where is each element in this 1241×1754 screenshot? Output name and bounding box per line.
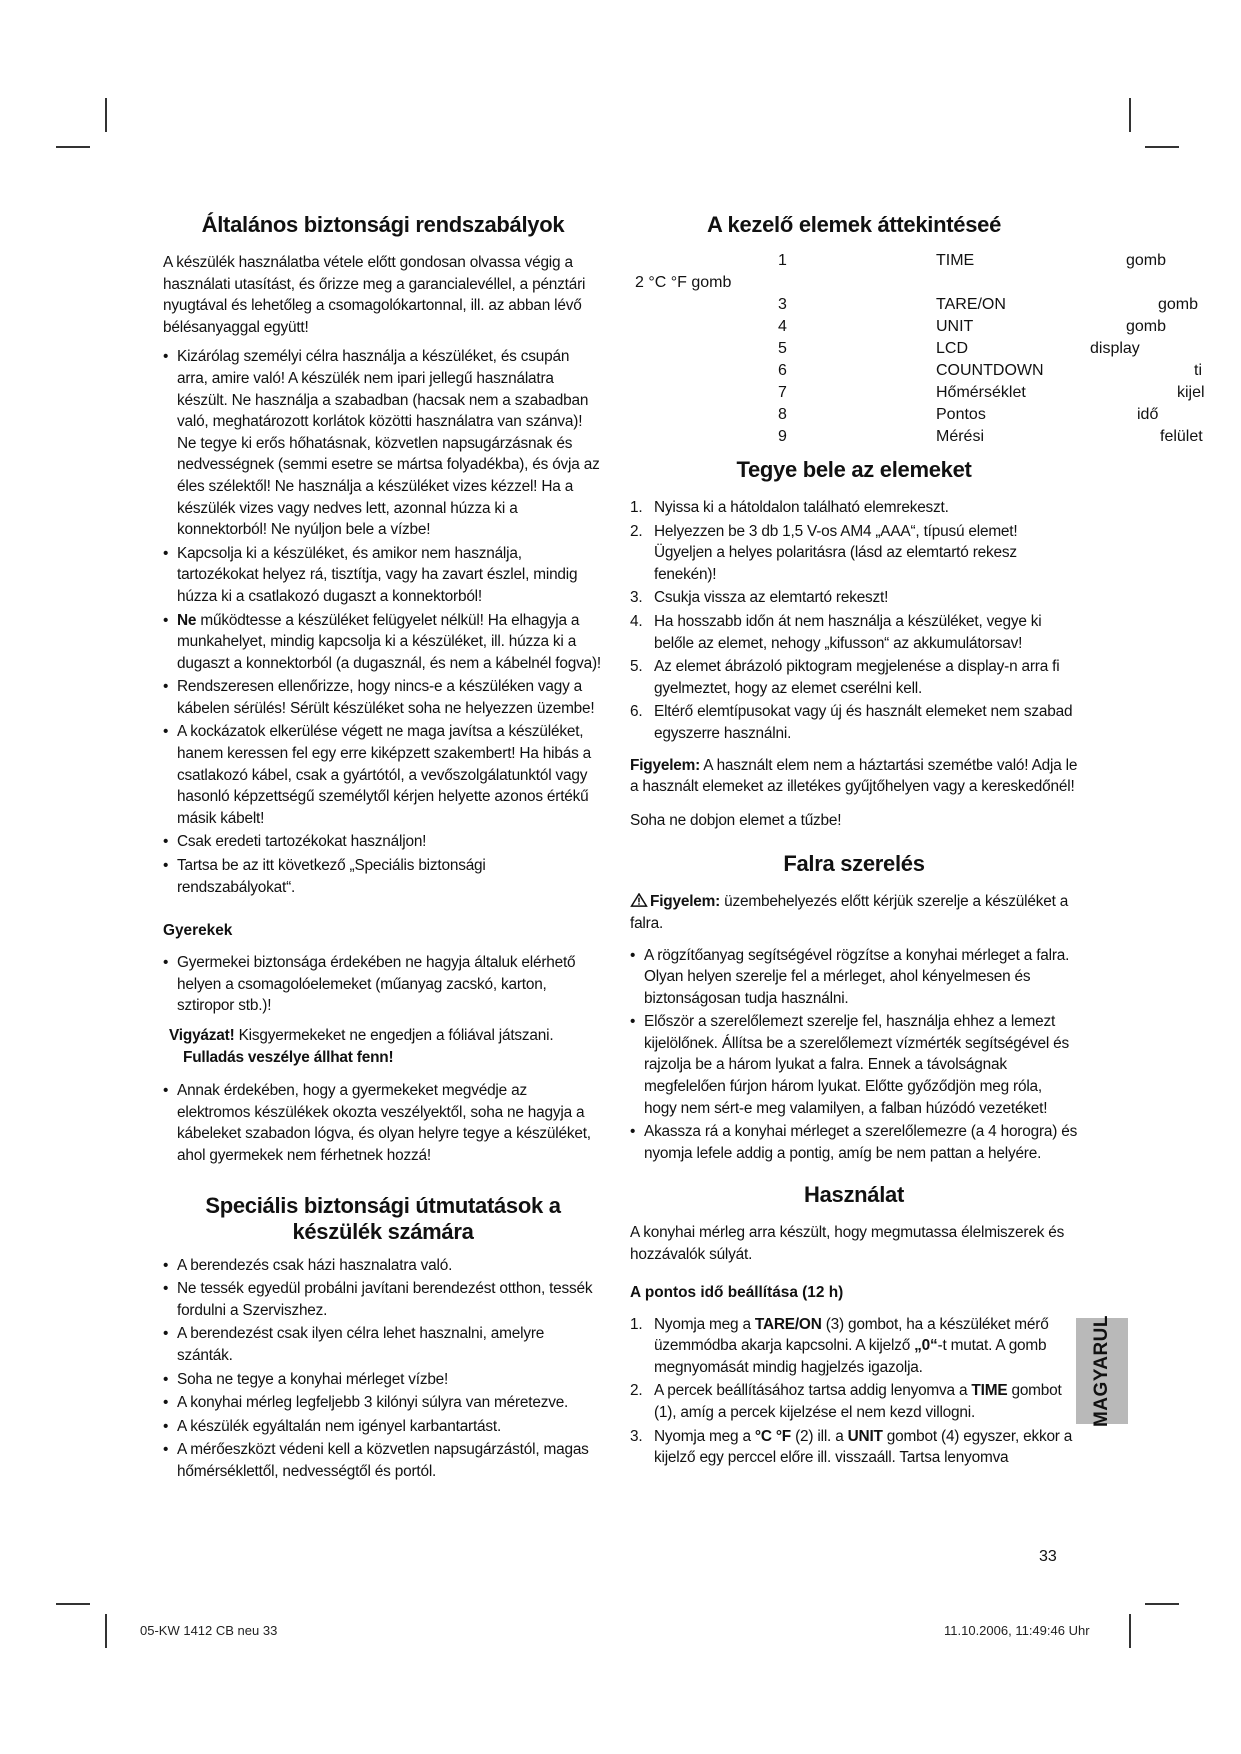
control-number: 5	[778, 340, 787, 357]
emphasis-ne: Ne	[177, 611, 197, 629]
children-list-2	[163, 1080, 603, 1166]
general-safety-title: Általános biztonsági rendszabályok	[201, 212, 565, 237]
controls-clip	[630, 252, 1208, 452]
step-bold: UNIT	[847, 1427, 883, 1445]
step-bold: TIME	[971, 1382, 1008, 1400]
step-number: 1.	[630, 499, 643, 516]
list-item: • Ne tessék egyedül probálni javítani berendezést otthon, tessék fordulni a Szerviszhez.	[163, 1278, 603, 1321]
step-number: 3.	[630, 589, 643, 607]
step-text: Nyissa ki a hátoldalon található elemrekeszt.	[654, 499, 949, 516]
warning-text: Kisgyermekeket ne engedjen a fóliával játszani.	[234, 1027, 554, 1044]
control-type: idő	[1137, 406, 1159, 423]
left-column	[163, 212, 603, 1491]
batteries-title: Tegye bele az elemeket	[736, 457, 972, 482]
list-item: • Akassza rá a konyhai mérleget a szerelőlemezre (a 4 horogra) és nyomja lefele addig a pontig, amíg be nem pattan a helyére.	[630, 1121, 1078, 1164]
note-text: A használt elem nem a háztartási szemétbe való! Adja le a használt elemeket az illetékes gyűjtőhelyen vagy a kereskedőnél!	[630, 756, 1078, 796]
battery-fire-note: Soha ne dobjon elemet a tűzbe!	[630, 811, 842, 829]
crop-mark	[105, 1614, 107, 1648]
step-number: 1.	[630, 1315, 643, 1333]
note-label: Figyelem:	[650, 893, 721, 911]
control-number: 6	[778, 362, 787, 379]
crop-mark	[1129, 1614, 1131, 1648]
list-item: • Rendszeresen ellenőrizze, hogy nincs-e a készüléken vagy a kábelen sérülés! Sérült készüléket soha ne helyezzen üzembe!	[163, 676, 603, 719]
footer-file-info: 05-KW 1412 CB neu 33	[140, 1623, 278, 1638]
warning-label: Vigyázat!	[169, 1027, 235, 1044]
control-name: TARE/ON	[936, 296, 1006, 313]
control-name: TIME	[936, 252, 975, 269]
step-text: (2) ill. a	[791, 1427, 848, 1445]
control-number: 3	[778, 296, 787, 313]
list-item	[630, 587, 1078, 609]
footer-timestamp: 11.10.2006, 11:49:46 Uhr	[944, 1623, 1090, 1638]
list-item: • Kizárólag személyi célra használja a készüléket, és csupán arra, amire való! A készülék nem ipari jellegű használatra készült. Ne használja a szabadban (hacsak nem a szabadban való, meghatározott korlátok közötti használatra van szánva)! Ne tegye ki erős hőhatásnak, közvetlen napsugárzásnak és nedvességnek (semmi esetre se mártsa folyadékba), és óvja az éles szélektől! Ne használja a készüléket vizes kézzel! Ha a készülék vizes vagy nedves lett, azonnal húzza ki a konnektorból! Ne nyúljon bele a vízbe!	[163, 346, 603, 540]
step-text: Az elemet ábrázoló piktogram megjelenése a display-n arra fi gyelmeztet, hogy az elemet cserélni kell.	[654, 658, 1060, 697]
list-item	[630, 1426, 1078, 1469]
wall-mount-title: Falra szerelés	[783, 851, 925, 877]
step-number: 2.	[630, 1382, 643, 1400]
step-number: 6.	[630, 703, 643, 721]
control-name: Pontos	[936, 406, 986, 423]
control-type: kijel	[1177, 384, 1205, 401]
wall-mount-note	[630, 891, 1078, 934]
list-item	[630, 1314, 1078, 1379]
control-number: 1	[778, 252, 787, 269]
control-item-2: 2 °C °F gomb	[635, 274, 732, 291]
controls-list	[630, 252, 1205, 445]
step-bold: °C °F	[754, 1427, 792, 1445]
control-type: felület	[1160, 428, 1203, 445]
control-type: gomb	[1158, 296, 1199, 313]
control-type: display	[1090, 340, 1140, 357]
batteries-steps	[630, 497, 1078, 745]
list-item: • A berendezést csak ilyen célra lehet hasznalni, amelyre szánták.	[163, 1323, 603, 1366]
list-item: • Annak érdekében, hogy a gyermekeket megvédje az elektromos készülékek okozta veszélyektől, soha ne hagyja a kábeleket szabadon lógva, és olyan helyre tegye a készüléket, ahol gyermekek nem férhetnek hozzá!	[163, 1080, 603, 1166]
step-number: 4.	[630, 612, 643, 630]
step-text: gombot (1), amíg a percek kijelzése el nem kezd villogni.	[654, 1382, 1062, 1421]
general-safety-list	[163, 346, 603, 898]
step-number: 5.	[630, 658, 643, 676]
list-item	[630, 1380, 1078, 1423]
step-number: 3.	[630, 1427, 643, 1445]
list-item: • A berendezés csak házi hasznalatra való.	[163, 1255, 603, 1277]
list-item: • Először a szerelőlemezt szerelje fel, használja ehhez a lemezt kijelölőnek. Állítsa be a szerelőlemezt vízmérték segítségével és rajzolja be a három lyukat a falra. Ennek a távolságnak megfelelően fúrjon három lyukat. Előtte győződjön meg róla, hogy nem sért-e meg valamilyen, a falban húzódó vezetéket!	[630, 1011, 1078, 1119]
wall-mount-list	[630, 945, 1078, 1165]
children-heading: Gyerekek	[163, 922, 233, 940]
children-warning	[163, 1025, 603, 1068]
language-tab-label: MAGYARUL	[1091, 1314, 1112, 1428]
control-number: 4	[778, 318, 787, 335]
list-item	[630, 701, 1078, 744]
control-name: LCD	[936, 340, 969, 357]
step-text: A percek beállításához tartsa addig lenyomva a	[654, 1382, 972, 1400]
list-item: • A konyhai mérleg legfeljebb 3 kilónyi súlyra van méretezve.	[163, 1392, 603, 1414]
children-list-1	[163, 952, 603, 1017]
step-bold: TARE/ON	[754, 1315, 822, 1333]
step-text: Nyomja meg a	[654, 1315, 755, 1333]
control-number: 8	[778, 406, 787, 423]
step-text: Csukja vissza az elemtartó rekeszt!	[654, 589, 889, 607]
warning-bold-text: Fulladás veszélye állhat fenn!	[183, 1048, 394, 1066]
step-text: Helyezzen be 3 db 1,5 V-os AM4 „AAA“, típusú elemet! Ügyeljen a helyes polaritásra (lásd az elemtartó rekesz fenekén)!	[654, 522, 1018, 583]
special-safety-title: Speciális biztonsági útmutatások a készülék számára	[205, 1192, 561, 1244]
language-tab	[1076, 1314, 1128, 1428]
control-name: Mérési	[936, 428, 985, 445]
step-text: Nyomja meg a	[654, 1427, 755, 1445]
list-item: • A kockázatok elkerülése végett ne maga javítsa a készüléket, hanem keressen fel egy erre kiképzett szakembert! Ha hibás a csatlakozó kábel, csak a gyártótól, a vevőszolgálatunktól vagy hasonló képzettségű személytől kérjen helyette azonos értékű másik kábelt!	[163, 721, 603, 829]
control-type: ti	[1194, 362, 1202, 379]
control-name: UNIT	[936, 318, 974, 335]
step-text: (3) gombot, ha a készüléket mérő üzemmódba akarja kapcsolni. A kijelző	[654, 1315, 1049, 1355]
control-type: gomb	[1126, 252, 1167, 269]
general-safety-intro: A készülék használatba vétele előtt gondosan olvassa végig a használati utasítást, és őrizze meg a garancialevéllel, a pénztári nyugtával és lehetőleg a csomagolókartonnal, ill. az abban lévő bélésanyaggal együtt!	[163, 254, 586, 336]
note-label: Figyelem:	[630, 756, 701, 774]
control-number: 7	[778, 384, 787, 401]
note-text: üzembehelyezés előtt kérjük szerelje a készüléket a falra.	[630, 893, 1069, 932]
list-item	[630, 611, 1078, 654]
list-item	[630, 656, 1078, 699]
controls-title: A kezelő elemek áttekintéseé	[706, 212, 1002, 237]
control-name: COUNTDOWN	[936, 362, 1044, 379]
list-item-text: működtesse a készüléket felügyelet nélkül! Ha elhagyja a munkahelyet, mindig kapcsolja ki a készüléket, ill. húzza ki a dugaszt a konnektorból (a dugasznál, és nem a kábelnél fogva)!	[177, 611, 601, 672]
crop-mark	[1129, 98, 1131, 132]
usage-title: Használat	[803, 1182, 904, 1208]
list-item	[630, 497, 1078, 519]
warning-triangle-icon	[630, 893, 648, 907]
time-setting-heading: A pontos idő beállítása (12 h)	[630, 1283, 844, 1301]
crop-mark	[1145, 146, 1179, 148]
list-item	[163, 610, 603, 675]
time-setting-steps	[630, 1314, 1078, 1469]
special-safety-list	[163, 1255, 603, 1483]
step-bold: „0“	[914, 1337, 938, 1355]
list-item	[630, 521, 1078, 586]
list-item: • A rögzítőanyag segítségével rögzítse a konyhai mérleget a falra. Olyan helyen szerelje fel a mérleget, ahol kényelmesen és biztonságosan tudja használni.	[630, 945, 1078, 1010]
list-item: • Gyermekei biztonsága érdekében ne hagyja általuk elérhető helyen a csomagolóelemeket (műanyag zacskó, karton, sztiropor stb.)!	[163, 952, 603, 1017]
step-number: 2.	[630, 522, 643, 540]
list-item: • Csak eredeti tartozékokat használjon!	[163, 831, 603, 853]
list-item: • Tartsa be az itt következő „Speciális biztonsági rendszabályokat“.	[163, 855, 603, 898]
step-text: -t mutat. A gomb megnyomását mindig hagjelzés igazolja.	[654, 1337, 1047, 1376]
step-text: Eltérő elemtípusokat vagy új és használt elemeket nem szabad egyszerre használni.	[654, 703, 1073, 742]
list-item: • Soha ne tegye a konyhai mérleget vízbe!	[163, 1369, 603, 1391]
page-number: 33	[1039, 1548, 1057, 1565]
usage-intro: A konyhai mérleg arra készült, hogy megmutassa élelmiszerek és hozzávalók súlyát.	[630, 1224, 1065, 1264]
list-item: • A mérőeszközt védeni kell a közvetlen napsugárzástól, magas hőmérséklettől, nedvességtől és portól.	[163, 1439, 603, 1482]
step-text: gombot (4) egyszer, ekkor a kijelző egy perccel előre ill. visszaáll. Tartsa lenyomva	[654, 1427, 1073, 1467]
control-type: gomb	[1126, 318, 1167, 335]
list-item: • Kapcsolja ki a készüléket, és amikor nem használja, tartozékokat helyez rá, tisztítja, vagy ha zavart észlel, mindig húzza ki a csatlakozó dugaszt a konnektorból!	[163, 543, 603, 608]
step-text: Ha hosszabb időn át nem használja a készüléket, vegye ki belőle az elemet, nehogy „kifusson“ az akkumulátorsav!	[654, 612, 1042, 652]
crop-mark	[105, 98, 107, 132]
crop-mark	[56, 146, 90, 148]
crop-mark	[56, 1603, 90, 1605]
battery-disposal-note	[630, 755, 1078, 798]
crop-mark	[1145, 1603, 1179, 1605]
control-name: Hőmérséklet	[936, 384, 1026, 401]
control-number: 9	[778, 428, 787, 445]
list-item: • A készülék egyáltalán nem igényel karbantartást.	[163, 1416, 603, 1438]
